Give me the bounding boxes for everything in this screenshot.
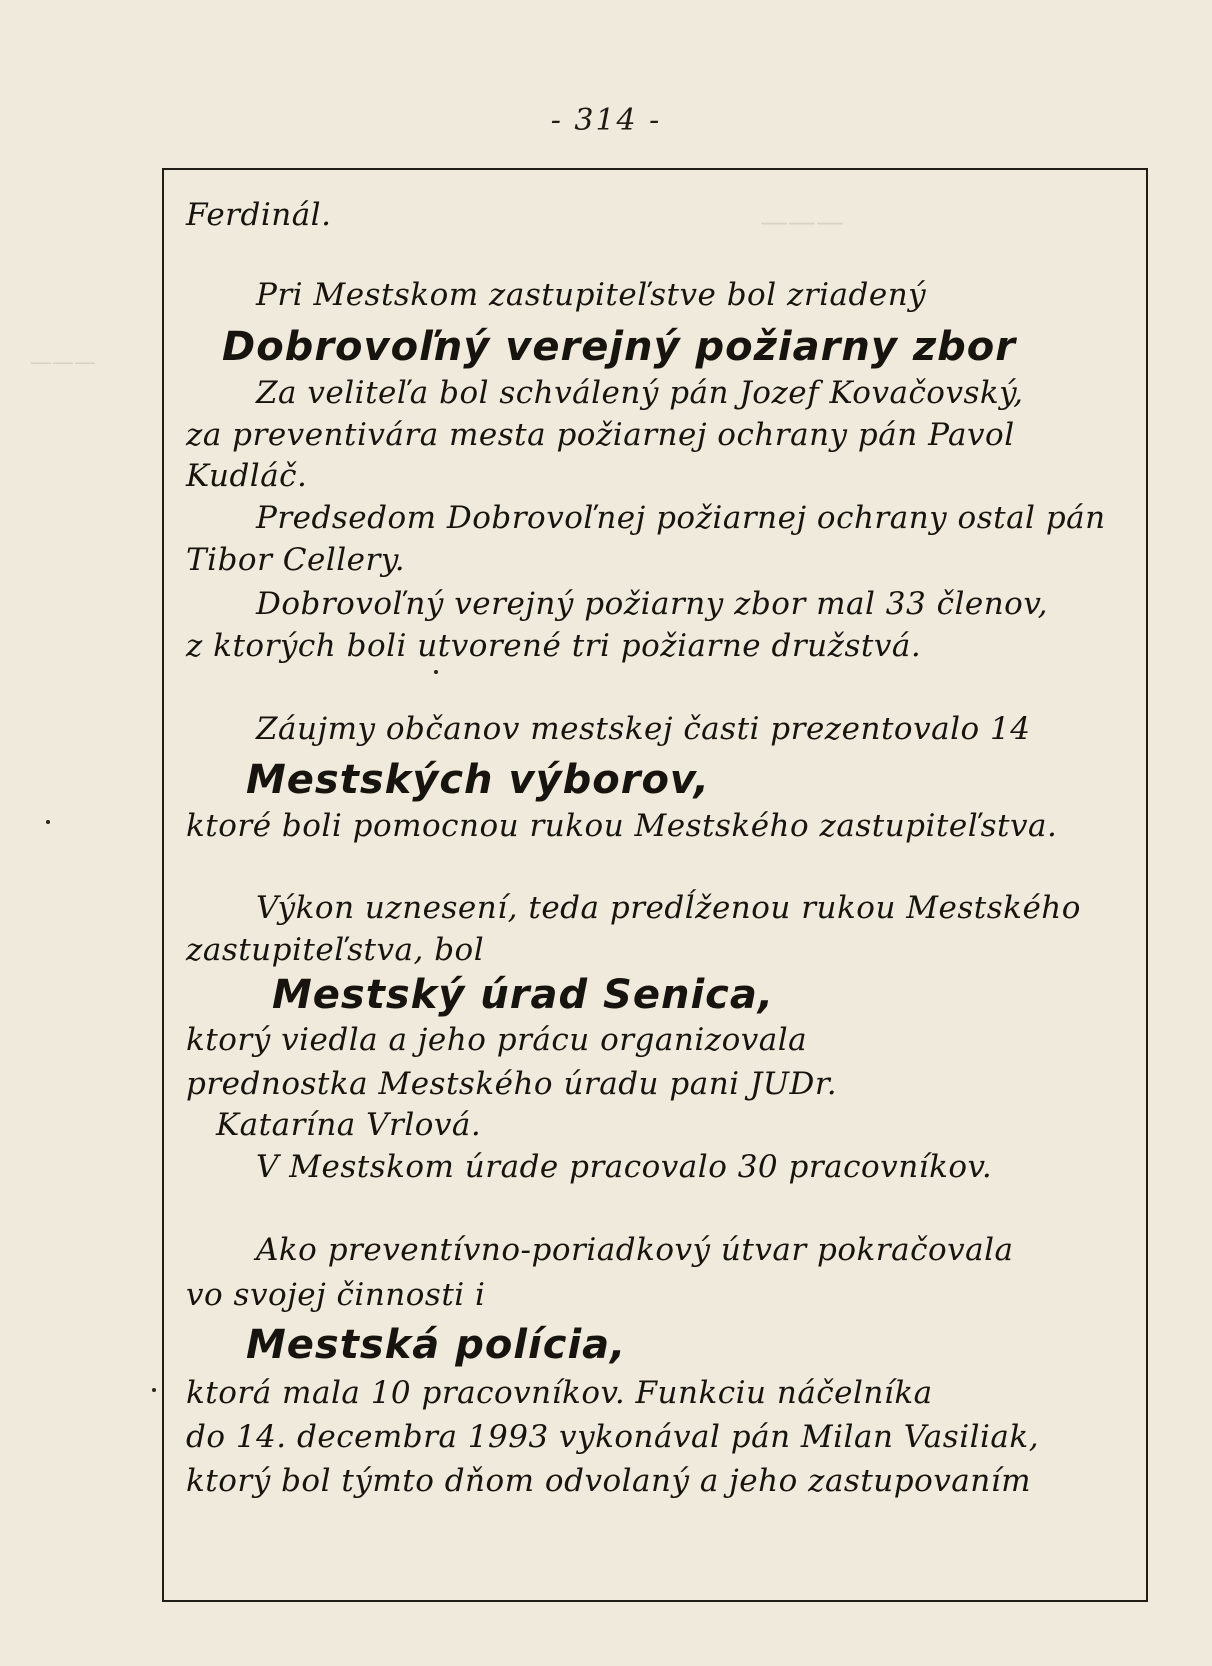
text-line: Záujmy občanov mestskej časti prezentovalo 14 (256, 711, 1031, 747)
show-through-text: ——— (760, 205, 844, 238)
page-number: - 314 - (550, 103, 662, 138)
text-line: Pri Mestskom zastupiteľstve bol zriadený (256, 277, 927, 313)
text-line: Ferdinál. (186, 197, 332, 233)
text-line: Výkon uznesení, teda predĺženou rukou Mestského (256, 890, 1081, 926)
text-line: ktoré boli pomocnou rukou Mestského zastupiteľstva. (186, 808, 1058, 844)
text-line: Tibor Cellery. (186, 542, 406, 578)
show-through-text: ——— (30, 350, 96, 375)
text-line: V Mestskom úrade pracovalo 30 pracovníkov. (256, 1149, 993, 1185)
text-line: Dobrovoľný verejný požiarny zbor mal 33 členov, (256, 586, 1049, 622)
text-line: Predsedom Dobrovoľnej požiarnej ochrany ostal pán (256, 500, 1106, 536)
text-line: z ktorých boli utvorené tri požiarne družstvá. (186, 628, 922, 664)
ink-dot (152, 1388, 156, 1392)
text-line: ktorý bol týmto dňom odvolaný a jeho zastupovaním (186, 1463, 1032, 1499)
text-line: Kudláč. (186, 458, 308, 494)
text-line: za preventivára mesta požiarnej ochrany pán Pavol (186, 417, 1015, 453)
text-line: do 14. decembra 1993 vykonával pán Milan Vasiliak, (186, 1419, 1040, 1455)
section-heading: Mestský úrad Senica, (272, 972, 775, 1018)
text-line: Ako preventívno-poriadkový útvar pokračovala (256, 1232, 1014, 1268)
ink-dot (46, 820, 50, 824)
text-line: prednostka Mestského úradu pani JUDr. (186, 1066, 838, 1102)
text-line: ktorý viedla a jeho prácu organizovala (186, 1022, 808, 1058)
section-heading: Mestská polícia, (246, 1322, 627, 1368)
text-line: ktorá mala 10 pracovníkov. Funkciu náčelníka (186, 1375, 933, 1411)
text-line: Katarína Vrlová. (216, 1107, 482, 1143)
text-line: zastupiteľstva, bol (186, 932, 485, 968)
section-heading: Dobrovoľný verejný požiarny zbor (222, 324, 1016, 370)
ink-dot (434, 670, 438, 674)
text-line: vo svojej činnosti i (186, 1277, 486, 1313)
section-heading: Mestských výborov, (246, 757, 710, 803)
text-line: Za veliteľa bol schválený pán Jozef Kovačovský, (256, 375, 1024, 411)
